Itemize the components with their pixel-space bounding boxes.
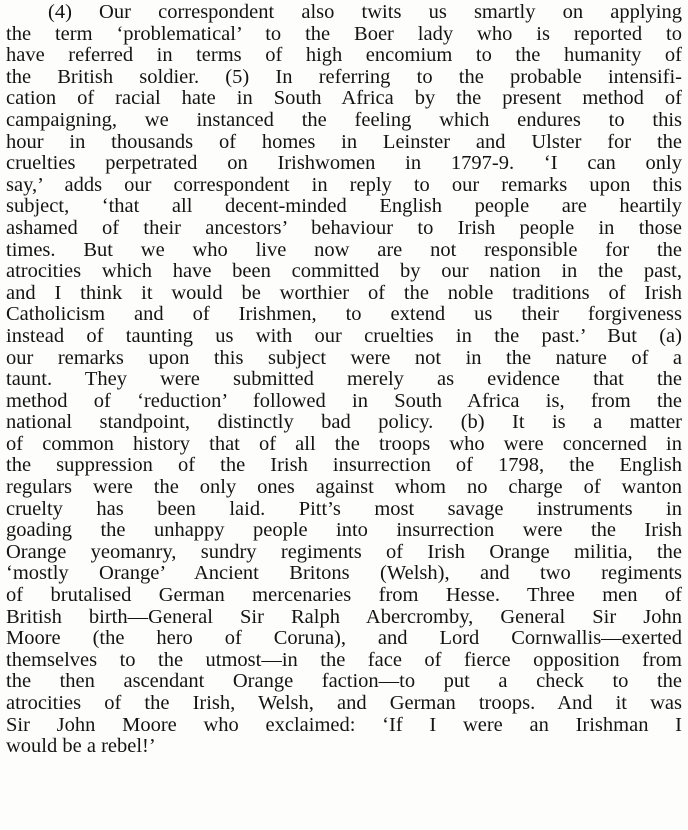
text-line: goading the unhappy people into insurrection were the Irish xyxy=(6,520,682,542)
text-line: Moore (the hero of Coruna), and Lord Cornwallis—exerted xyxy=(6,628,682,650)
text-line: themselves to the utmost—in the face of fierce opposition from xyxy=(6,649,682,671)
text-line: of brutalised German mercenaries from Hesse. Three men of xyxy=(6,585,682,607)
text-line: ‘mostly Orange’ Ancient Britons (Welsh), and two regiments xyxy=(6,563,682,585)
text-line: campaigning, we instanced the feeling which endures to this xyxy=(6,109,682,131)
text-line: have referred in terms of high encomium to the humanity of xyxy=(6,45,682,67)
text-line: and I think it would be worthier of the noble traditions of Irish xyxy=(6,282,682,304)
text-line: Catholicism and of Irishmen, to extend us their forgiveness xyxy=(6,304,682,326)
text-line: of common history that of all the troops who were concerned in xyxy=(6,433,682,455)
text-line: atrocities which have been committed by our nation in the past, xyxy=(6,261,682,283)
text-line: Sir John Moore who exclaimed: ‘If I were an Irishman I xyxy=(6,714,682,736)
text-line: the suppression of the Irish insurrection of 1798, the English xyxy=(6,455,682,477)
text-line: times. But we who live now are not responsible for the xyxy=(6,239,682,261)
text-line: our remarks upon this subject were not in the nature of a xyxy=(6,347,682,369)
text-line: would be a rebel!’ xyxy=(6,736,156,758)
text-line: national standpoint, distinctly bad policy. (b) It is a matter xyxy=(6,412,682,434)
text-line: Orange yeomanry, sundry regiments of Irish Orange militia, the xyxy=(6,541,682,563)
text-line: taunt. They were submitted merely as evidence that the xyxy=(6,369,682,391)
text-line: the British soldier. (5) In referring to the probable intensifi- xyxy=(6,66,682,88)
text-line: method of ‘reduction’ followed in South Africa is, from the xyxy=(6,390,682,412)
text-line: cruelty has been laid. Pitt’s most savage instruments in xyxy=(6,498,682,520)
text-line: instead of taunting us with our cruelties in the past.’ But (a) xyxy=(6,325,682,347)
text-line: (4) Our correspondent also twits us smartly on applying xyxy=(48,2,682,23)
text-line: the then ascendant Orange faction—to put a check to the xyxy=(6,671,682,693)
text-line: cruelties perpetrated on Irishwomen in 1797-9. ‘I can only xyxy=(6,153,682,175)
text-line: the term ‘problematical’ to the Boer lady who is reported to xyxy=(6,23,682,45)
text-line: British birth—General Sir Ralph Abercromby, General Sir John xyxy=(6,606,682,628)
text-line: cation of racial hate in South Africa by the present method of xyxy=(6,88,682,110)
text-line: subject, ‘that all decent-minded English people are heartily xyxy=(6,196,682,218)
text-line: ashamed of their ancestors’ behaviour to Irish people in those xyxy=(6,217,682,239)
text-line: hour in thousands of homes in Leinster and Ulster for the xyxy=(6,131,682,153)
text-line: regulars were the only ones against whom no charge of wanton xyxy=(6,477,682,499)
text-line: say,’ adds our correspondent in reply to our remarks upon this xyxy=(6,174,682,196)
text-line: atrocities of the Irish, Welsh, and German troops. And it was xyxy=(6,693,682,714)
